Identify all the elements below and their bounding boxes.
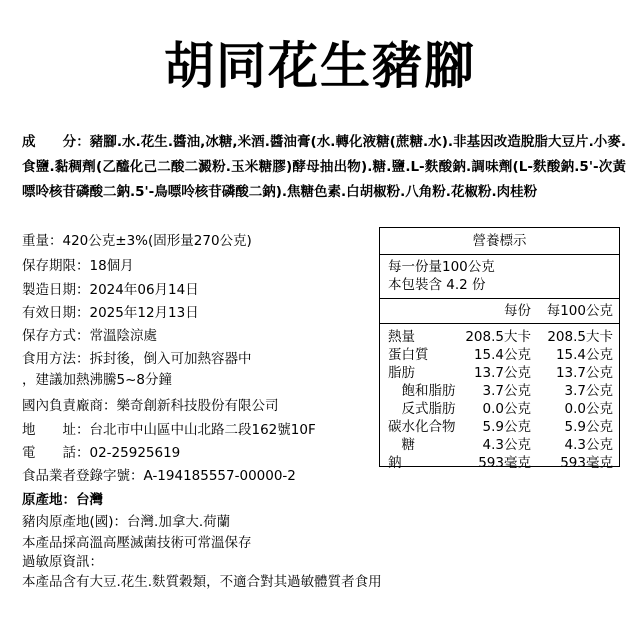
usage-instructions-2: ，建議加熱沸騰5~8分鐘: [22, 372, 172, 388]
nutrition-row: [380, 382, 619, 400]
net-weight: 重量：420公克±3%(固形量270公克): [22, 233, 252, 249]
per-100g-value: 3.7公克: [564, 383, 613, 399]
serving-info: [380, 255, 619, 299]
per-serving-value: 0.0公克: [482, 401, 531, 417]
per-serving-value: 15.4公克: [473, 347, 531, 363]
nutrient-name: 反式脂肪: [388, 401, 456, 417]
nutrition-column-headers: [380, 299, 619, 324]
ingredients-text: 成 分：豬腳.水.花生.醬油,冰糖,米酒.醬油膏(水.轉化液糖(蔗糖.水).非基因改造脫脂大豆片.小麥.食鹽.黏稠劑(乙醯化己二酸二澱粉.玉米糖膠)酵母抽出物).糖.鹽.L-麩酸鈉.調味劑(L-麩酸鈉.5'-次黃嘌呤核苷磷酸二鈉.5'-鳥嘌呤核苷磷酸二鈉).焦糖色素.白胡椒粉.八角粉.花椒粉.肉桂粉: [22, 134, 626, 200]
serving-size: 每一份量100公克: [388, 259, 495, 275]
allergen-info: 本產品含有大豆.花生.麩質穀類，不適合對其過敏體質者食用: [22, 574, 382, 590]
nutrient-name: 脂肪: [388, 365, 415, 381]
nutrition-row: [380, 364, 619, 382]
per-serving-value: 13.7公克: [473, 365, 531, 381]
nutrition-row: [380, 400, 619, 418]
usage-instructions-1: 食用方法：拆封後，倒入可加熱容器中: [22, 351, 252, 367]
nutrient-name: 糖: [388, 437, 415, 453]
column-per-serving: 每份: [504, 303, 531, 319]
per-100g-value: 208.5大卡: [547, 329, 613, 345]
nutrition-row: [380, 346, 619, 364]
per-100g-value: 15.4公克: [555, 347, 613, 363]
per-100g-value: 4.3公克: [564, 437, 613, 453]
nutrition-header: 營養標示: [380, 228, 619, 255]
company-address: 地 址：台北市中山區中山北路二段162號10F: [22, 422, 316, 438]
nutrient-name: 碳水化合物: [388, 419, 456, 435]
nutrient-name: 熱量: [388, 329, 415, 345]
per-100g-value: 0.0公克: [564, 401, 613, 417]
per-100g-value: 593毫克: [560, 455, 613, 471]
registration-number: 食品業者登錄字號：A-194185557-00000-2: [22, 468, 296, 484]
per-serving-value: 593毫克: [478, 455, 531, 471]
per-100g-value: 5.9公克: [564, 419, 613, 435]
expiry-date: 有效日期：2025年12月13日: [22, 305, 199, 321]
per-serving-value: 3.7公克: [482, 383, 531, 399]
per-serving-value: 208.5大卡: [465, 329, 531, 345]
per-100g-value: 13.7公克: [555, 365, 613, 381]
nutrient-name: 蛋白質: [388, 347, 429, 363]
allergen-title: 過敏原資訊：: [22, 554, 103, 570]
nutrition-row: [380, 328, 619, 346]
responsible-company: 國內負責廠商：樂奇創新科技股份有限公司: [22, 398, 279, 414]
servings-per-package: 本包裝含 4.2 份: [388, 277, 486, 293]
sterilization-note: 本產品採高溫高壓滅菌技術可常溫保存: [22, 535, 252, 551]
nutrient-name: 飽和脂肪: [388, 383, 456, 399]
column-per-100g: 每100公克: [546, 303, 613, 319]
product-title: 胡同花生豬腳: [164, 37, 476, 95]
pork-origin: 豬肉原產地(國)：台灣.加拿大.荷蘭: [22, 514, 231, 530]
nutrition-row: [380, 436, 619, 454]
per-serving-value: 5.9公克: [482, 419, 531, 435]
manufacture-date: 製造日期：2024年06月14日: [22, 282, 199, 298]
storage-method: 保存方式：常溫陰涼處: [22, 328, 157, 344]
nutrient-name: 鈉: [388, 455, 402, 471]
company-phone: 電 話：02-25925619: [22, 445, 181, 461]
nutrition-facts-table: [379, 227, 620, 471]
per-serving-value: 4.3公克: [482, 437, 531, 453]
country-of-origin: 原產地：台灣: [22, 492, 103, 508]
shelf-life: 保存期限：18個月: [22, 258, 134, 274]
nutrition-row: [380, 454, 619, 472]
nutrition-row: [380, 418, 619, 436]
nutrition-rows: [380, 324, 619, 472]
